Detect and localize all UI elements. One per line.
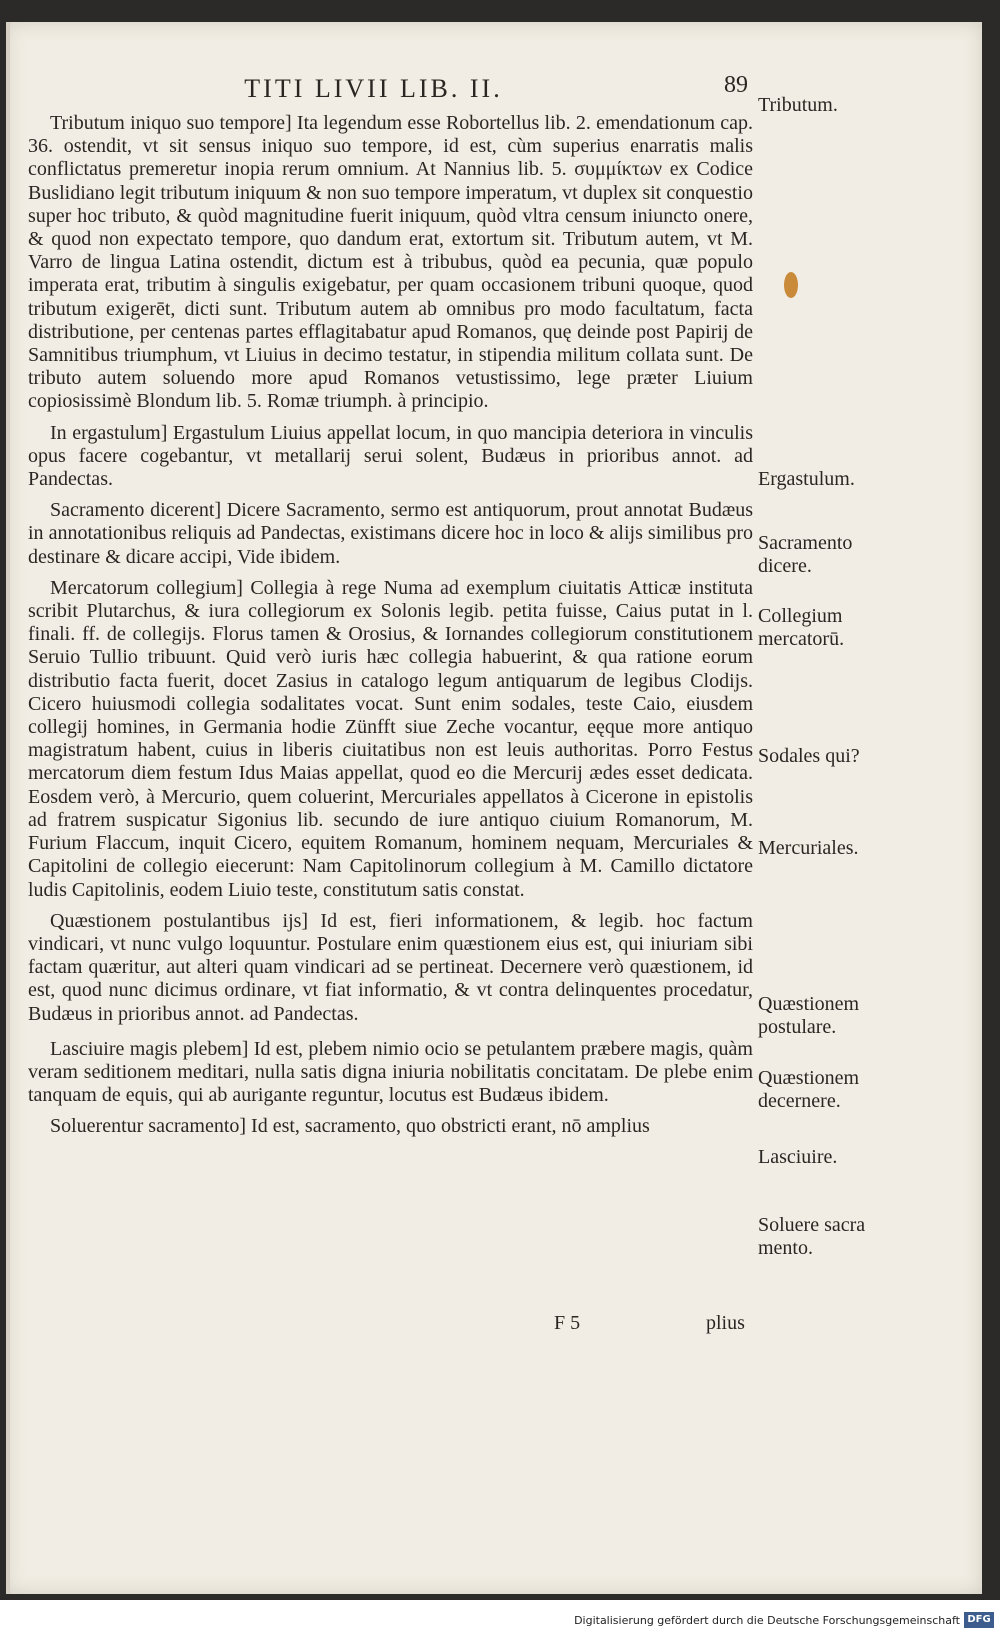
dfg-logo: DFG xyxy=(964,1612,994,1628)
margin-note: Soluere sacra xyxy=(758,1214,866,1236)
funding-credit: Digitalisierung gefördert durch die Deutsche Forschungsgemeinschaft xyxy=(574,1614,960,1627)
paragraph-soluerentur: Soluerentur sacramento] Id est, sacramento, quo obstricti erant, nō amplius xyxy=(50,1115,650,1138)
margin-note: postulare. xyxy=(758,1016,837,1038)
paragraph-sacramento: Sacramento dicerent] Dicere Sacramento, sermo est antiquorum, prout annotat Budæus in annotationibus reliquis ad Pandectas, existimans dicere hoc in loco & alijs similibus pro destinare & dicare accipi, Vide ibidem. xyxy=(28,499,753,568)
catchword: plius xyxy=(706,1312,745,1334)
page-number: 89 xyxy=(724,72,748,98)
margin-note: Lasciuire. xyxy=(758,1146,838,1168)
paragraph-collegium: Mercatorum collegium] Collegia à rege Numa ad exemplum ciuitatis Atticæ instituta scribit Plutarchus, & iura collegiorum ex Solonis legib. petita fuisse, Caius putat in l. finali. ff. de collegijs. Florus tamen & Orosius, & Iornandes collegiorum constitutionem Seruio Tullio tribuunt. Quid verò iuris hæc collegia habuerint, & qua ratione eorum distributio facta fuerit, docet Zasius in catalogo legum antiquarum de legibus Clodijs. Cicero huiusmodi collegia sodalitates vocat. Sunt enim sodales, teste Caio, eiusdem collegij homines, in Germania hodie Zünfft siue Zeche vocantur, eęque more antiquo magistratum habent, cuius in liberis ciuitatibus non est leuis authoritas. Porro Festus mercatorum diem festum Idus Maias appellat, quod eo die Mercurij ædes esset dedicata. Eosdem verò, à Mercurio, quem coluerint, Mercuriales appellatos à Cicerone in epistolis ad fratrem suspicatur Sigonius lib. secundo de iure antiquo ciuium Romanorum, M. Furium Flaccum, inquit Cicero, equitem Romanum, hominem nequam, Mercuriales & Capitolini de collegio eiecerunt: Nam Capitolinorum collegium à M. Camillo dictatore ludis Capitolinis, eodem Liuio teste, constitutum satis constat. xyxy=(28,576,753,901)
margin-note: Quæstionem xyxy=(758,993,860,1015)
page-edge xyxy=(6,22,10,1594)
margin-note: Mercuriales. xyxy=(758,837,859,859)
margin-note: Tributum. xyxy=(758,94,838,116)
signature-mark: F 5 xyxy=(554,1312,581,1334)
margin-note: Collegium xyxy=(758,605,843,627)
paragraph-quaestionem: Quæstionem postulantibus ijs] Id est, fieri informationem, & legib. hoc factum vindicari, vt nunc vulgo loquuntur. Postulare enim quæstionem eius est, qui iniuriam sibi factam quæritur, aut alteri quam vindicari ad se pertineat. Decernere verò quæstionem, id est, quod nunc dicimus ordinare, vt fiat informatio, & vt contra delinquentes procedatur, Budæus in prioribus annot. ad Pandectas. xyxy=(28,909,753,1025)
margin-note: mento. xyxy=(758,1237,813,1259)
margin-note: dicere. xyxy=(758,555,812,577)
ink-stain xyxy=(784,272,798,298)
margin-note: decernere. xyxy=(758,1090,841,1112)
running-title: TITI LIVII LIB. II. xyxy=(244,74,503,103)
paragraph-lasciuire: Lasciuire magis plebem] Id est, plebem nimio ocio se petulantem præbere magis, quàm veram seditionem meditari, nulla satis digna iniuria nobilitatis concitatam. De plebe enim tanquam de equis, qui ab aurigante reguntur, locutus est Budæus ibidem. xyxy=(28,1037,753,1107)
margin-note: Sodales qui? xyxy=(758,745,860,767)
margin-note: Ergastulum. xyxy=(758,468,855,490)
paragraph-tributum: Tributum iniquo suo tempore] Ita legendum esse Robortellus lib. 2. emendationum cap. 36. ostendit, vt sit sensus iniquo suo tempore, id est, cùm superius enarratis malis conflictatus premeretur inopia rerum omnium. At Nannius lib. 5. συμμίκτων ex Codice Buslidiano legit tributum iniquum & non suo tempore imperatum, vt duplex sit conquestio super hoc tributo, & quòd magnitudine fuerit iniquum, quòd vltra censum iniuncto onere, & quod non expectato tempore, quo dandum erat, extortum sit. Tributum autem, vt M. Varro de lingua Latina ostendit, dictum est à tribubus, quòd ea pecunia, quæ populo imperata erat, tributim à singulis exigebatur, per quam occasionem tribuni quoque, quod tributum exigerēt, dicti sunt. Tributum autem ab omnibus pro modo facultatum, facta distributione, per centenas partes efflagitabatur apud Romanos, quę deinde post Papirij de Samnitibus triumphum, vt Liuius in decimo testatur, in stipendia militum collata sunt. De tributo autem soluendo more apud Romanos vetustissimo, lege præter Liuium copiosissimè Blondum lib. 5. Romæ triumph. à principio. xyxy=(28,112,753,413)
book-page xyxy=(6,22,982,1594)
margin-note: Quæstionem xyxy=(758,1067,860,1089)
margin-note: Sacramento xyxy=(758,532,853,554)
paragraph-ergastulum: In ergastulum] Ergastulum Liuius appellat locum, in quo mancipia deteriora in vinculis opus facere cogebantur, vt metallarij serui solent, Budæus in prioribus annot. ad Pandectas. xyxy=(28,421,753,491)
margin-note: mercatorū. xyxy=(758,628,845,650)
footer-bar xyxy=(0,1606,1000,1650)
main-text-column xyxy=(28,112,753,1139)
